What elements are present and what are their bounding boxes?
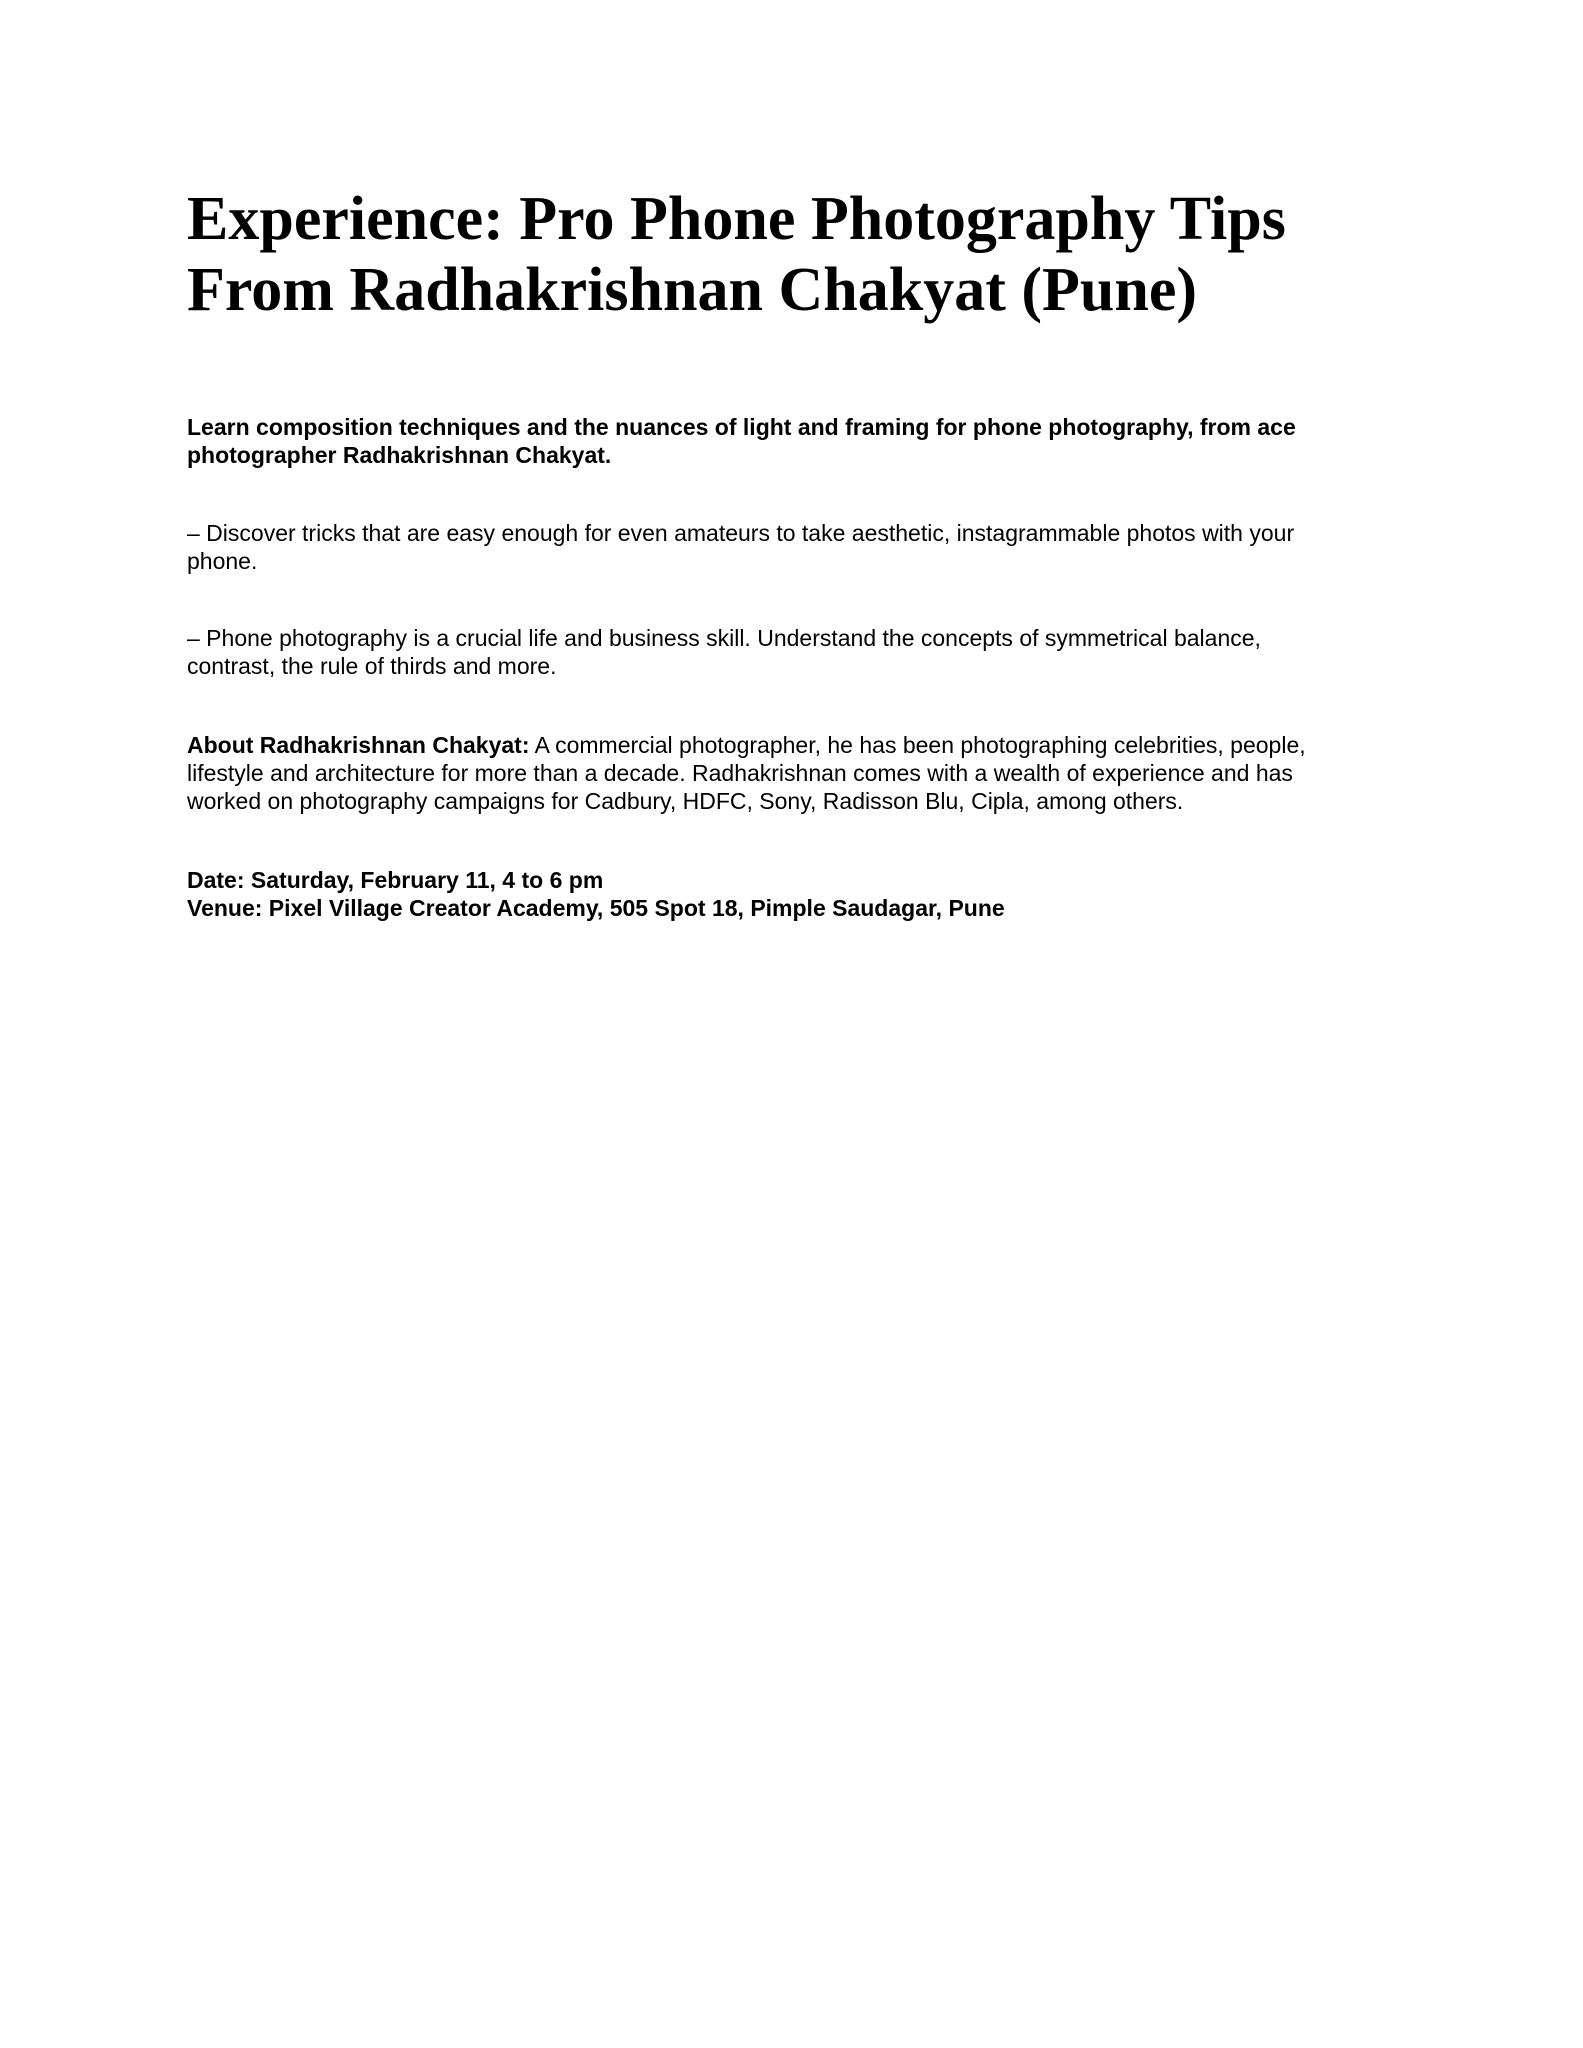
about-line-2: lifestyle and architecture for more than a decade. Radhakrishnan comes with a wealth of experience and has: [187, 760, 1293, 786]
bullet-life-skill: [187, 624, 1261, 680]
about-label: About Radhakrishnan Chakyat:: [187, 732, 530, 758]
title-line-2: From Radhakrishnan Chakyat (Pune): [187, 256, 1197, 324]
bullet-discover-tricks: [187, 519, 1294, 575]
title-line-1: Experience: Pro Phone Photography Tips: [187, 185, 1286, 253]
about-line-1-text: A commercial photographer, he has been photographing celebrities, people,: [529, 732, 1306, 758]
intro-line-2: photographer Radhakrishnan Chakyat.: [187, 442, 612, 468]
about-line-1: [187, 731, 1306, 759]
event-date: Date: Saturday, February 11, 4 to 6 pm: [187, 867, 604, 893]
bullet-1-line-1: – Discover tricks that are easy enough for even amateurs to take aesthetic, instagrammable photos with your: [187, 520, 1295, 546]
bullet-2-line-1: – Phone photography is a crucial life and business skill. Understand the concepts of symmetrical balance,: [187, 625, 1261, 651]
about-line-3: worked on photography campaigns for Cadbury, HDFC, Sony, Radisson Blu, Cipla, among others.: [187, 788, 1184, 814]
event-venue: Venue: Pixel Village Creator Academy, 505 Spot 18, Pimple Saudagar, Pune: [187, 895, 1005, 921]
page-title: [187, 184, 1286, 326]
event-details: [187, 866, 1005, 922]
intro-paragraph: [187, 413, 1296, 469]
about-paragraph: [187, 731, 1306, 815]
intro-line-1: Learn composition techniques and the nuances of light and framing for phone photography, from ace: [187, 414, 1296, 440]
bullet-2-line-2: contrast, the rule of thirds and more.: [187, 653, 557, 679]
bullet-1-line-2: phone.: [187, 548, 258, 574]
